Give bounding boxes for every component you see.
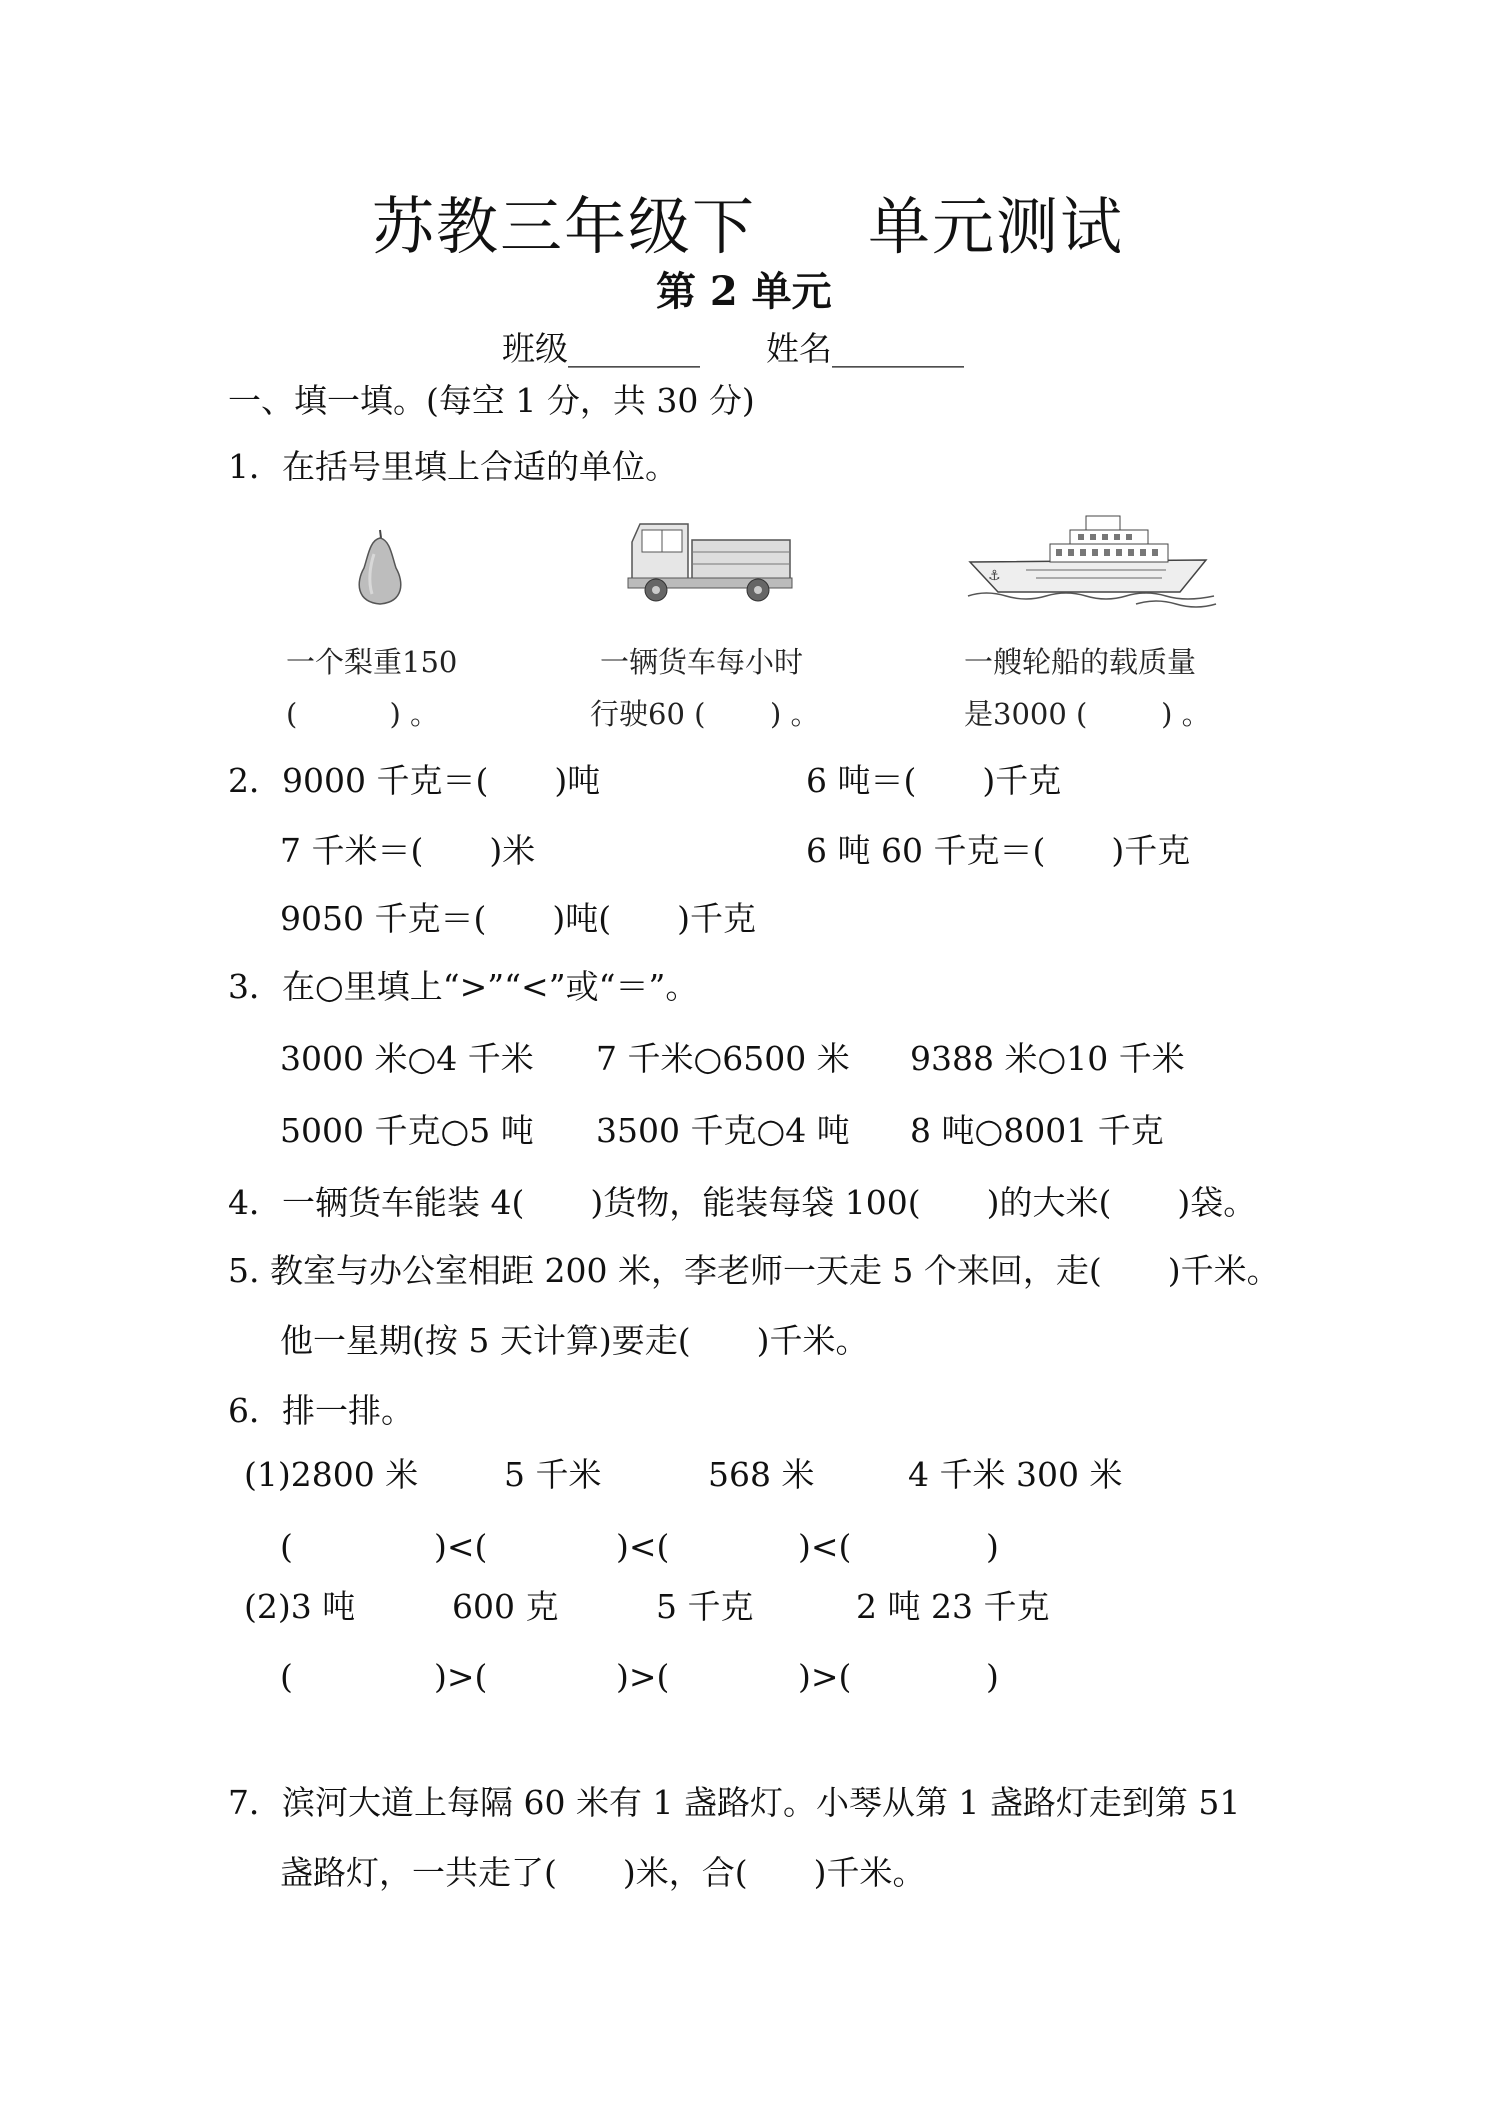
q3-row1-item-3[interactable]: 9388 米○10 千米 (910, 1039, 1185, 1078)
q3-row2-item-2[interactable]: 3500 千克○4 吨 (596, 1111, 850, 1150)
q3-row2-item-1[interactable]: 5000 千克○5 吨 (280, 1111, 534, 1150)
q6-prompt: 6．排一排。 (228, 1391, 414, 1430)
q3-prompt: 3．在○里填上“>”“<”或“＝”。 (228, 967, 699, 1006)
q6-part1-item-1: (1)2800 米 (244, 1455, 419, 1494)
q6-part2-slot-5[interactable]: ) (986, 1657, 999, 1696)
q6-part1-item-3: 568 米 (708, 1455, 815, 1494)
q6-part1-slot-4[interactable]: )<( (798, 1527, 852, 1566)
q2-row1-right[interactable]: 6 吨＝( )千克 (806, 761, 1062, 800)
q3-row1-item-1[interactable]: 3000 米○4 千米 (280, 1039, 534, 1078)
q6-part1-slot-1[interactable]: ( (280, 1527, 293, 1566)
q3-row1-item-2[interactable]: 7 千米○6500 米 (596, 1039, 850, 1078)
q5-line2[interactable]: 他一星期(按 5 天计算)要走( )千米。 (280, 1321, 869, 1360)
q6-part2-item-1: (2)3 吨 (244, 1587, 356, 1626)
q1-item-1-line1: 一个梨重150 (286, 645, 458, 679)
q1-item-3-line1: 一艘轮船的载质量 (964, 645, 1197, 679)
unit-label: 第 2 单元 (656, 268, 832, 315)
q7-line1: 7．滨河大道上每隔 60 米有 1 盏路灯。小琴从第 1 盏路灯走到第 51 (228, 1783, 1241, 1822)
q6-part2-slot-1[interactable]: ( (280, 1657, 293, 1696)
q2-row1-left[interactable]: 2．9000 千克＝( )吨 (228, 761, 601, 800)
q6-part2-item-2: 600 克 (452, 1587, 559, 1626)
q3-row2-item-3[interactable]: 8 吨○8001 千克 (910, 1111, 1164, 1150)
q6-part1-slot-3[interactable]: )<( (616, 1527, 670, 1566)
q6-part2-slot-3[interactable]: )>( (616, 1657, 670, 1696)
q2-row2-left[interactable]: 7 千米＝( )米 (280, 831, 536, 870)
q6-part2-slot-4[interactable]: )>( (798, 1657, 852, 1696)
name-field[interactable]: 姓名________ (766, 329, 964, 368)
q1-item-1-line2[interactable]: ( ) 。 (286, 697, 440, 731)
q6-part1-item-2: 5 千米 (504, 1455, 602, 1494)
q1-item-2-line2[interactable]: 行驶60 ( ) 。 (590, 697, 820, 731)
q1-item-3-line2[interactable]: 是3000 ( ) 。 (964, 697, 1211, 731)
section-heading: 一、填一填。(每空 1 分，共 30 分) (228, 381, 755, 420)
q2-row2-right[interactable]: 6 吨 60 千克＝( )千克 (806, 831, 1191, 870)
q4-text[interactable]: 4．一辆货车能装 4( )货物，能装每袋 100( )的大米( )袋。 (228, 1183, 1257, 1222)
q6-part2-slot-2[interactable]: )>( (434, 1657, 488, 1696)
ship-icon (966, 512, 1218, 608)
page-title: 苏教三年级下 (372, 190, 757, 263)
q6-part1-item-4: 4 千米 300 米 (908, 1455, 1123, 1494)
q7-line2[interactable]: 盏路灯，一共走了( )米，合( )千米。 (280, 1853, 926, 1892)
q6-part1-slot-5[interactable]: ) (986, 1527, 999, 1566)
svg-text:⚓: ⚓ (988, 568, 1001, 584)
truck-icon (626, 514, 794, 604)
q1-prompt: 1．在括号里填上合适的单位。 (228, 447, 678, 486)
q6-part2-item-3: 5 千克 (656, 1587, 754, 1626)
q6-part1-slot-2[interactable]: )<( (434, 1527, 488, 1566)
q6-part2-item-4: 2 吨 23 千克 (856, 1587, 1050, 1626)
pear-icon (350, 526, 410, 608)
q5-line1[interactable]: 5. 教室与办公室相距 200 米，李老师一天走 5 个来回，走( )千米。 (228, 1251, 1280, 1290)
class-field[interactable]: 班级________ (502, 329, 700, 368)
q2-row3[interactable]: 9050 千克＝( )吨( )千克 (280, 899, 756, 938)
page-title-2: 单元测试 (868, 190, 1125, 263)
q1-item-2-line1: 一辆货车每小时 (600, 645, 804, 679)
